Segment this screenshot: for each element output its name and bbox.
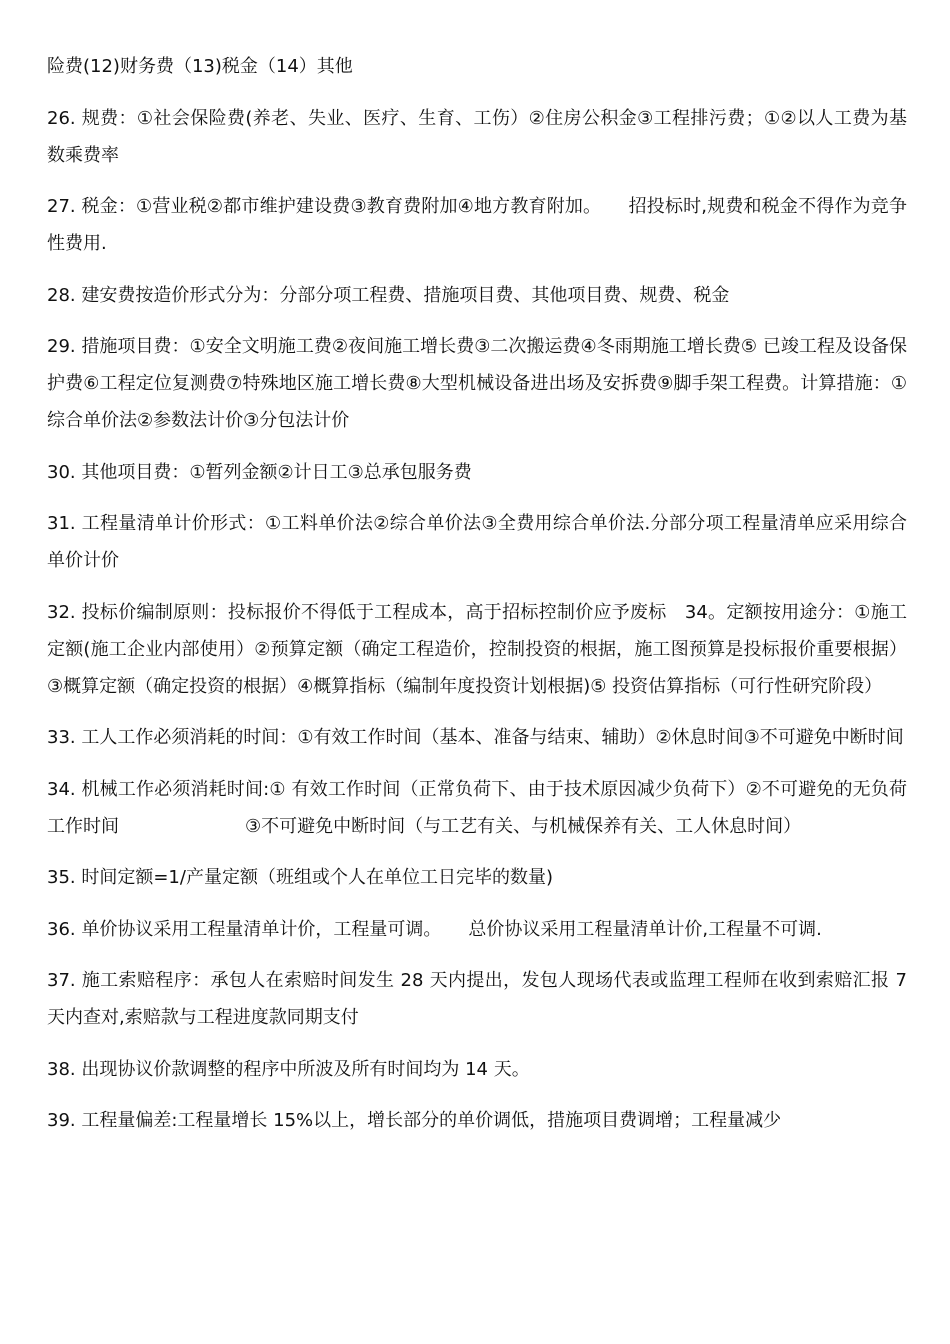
paragraph-26-fees: 26. 规费：①社会保险费(养老、失业、医疗、生育、工伤）②住房公积金③工程排污费；①②以人工费为基数乘费率 xyxy=(47,107,907,166)
paragraph-32-bid-principles: 32. 投标价编制原则：投标报价不得低于工程成本，高于招标控制价应予废标 34。定额按用途分：①施工定额(施工企业内部使用）②预算定额（确定工程造价，控制投资的根据，施工图预算是投标报价重要根据）③概算定额（确定投资的根据）④概算指标（编制年度投资计划根据)⑤ 投资估算指标（可行性研究阶段） xyxy=(47,601,907,697)
paragraph-34-machine-time: 34. 机械工作必须消耗时间:① 有效工作时间（正常负荷下、由于技术原因减少负荷下）②不可避免的无负荷工作时间 ③不可避免中断时间（与工艺有关、与机械保养有关、工人休息时间） xyxy=(47,778,907,837)
paragraph-33-worker-time: 33. 工人工作必须消耗的时间：①有效工作时间（基本、准备与结束、辅助）②休息时间③不可避免中断时间 xyxy=(47,727,904,748)
paragraph-continuation: 险费(12)财务费（13)税金（14）其他 xyxy=(47,56,353,77)
paragraph-29-measure-items: 29. 措施项目费：①安全文明施工费②夜间施工增长费③二次搬运费④冬雨期施工增长费⑤ 已竣工程及设备保护费⑥工程定位复测费⑦特殊地区施工增长费⑧大型机械设备进出场及安拆费⑨脚手架工程费。计算措施：①综合单价法②参数法计价③分包法计价 xyxy=(47,336,907,431)
paragraph-38-adjustment-time: 38. 出现协议价款调整的程序中所波及所有时间均为 14 天。 xyxy=(47,1058,530,1080)
paragraph-39-quantity-deviation: 39. 工程量偏差:工程量增长 15%以上，增长部分的单价调低，措施项目费调增；工程量减少 xyxy=(47,1110,782,1131)
paragraph-28-cost-composition: 28. 建安费按造价形式分为：分部分项工程费、措施项目费、其他项目费、规费、税金 xyxy=(47,284,730,306)
paragraph-31-pricing-forms: 31. 工程量清单计价形式：①工料单价法②综合单价法③全费用综合单价法.分部分项工程量清单应采用综合单价计价 xyxy=(47,513,907,571)
paragraph-37-claim-procedure: 37. 施工索赔程序：承包人在索赔时间发生 28 天内提出，发包人现场代表或监理工程师在收到索赔汇报 7 天内查对,索赔款与工程进度款同期支付 xyxy=(47,970,907,1028)
paragraph-36-contract-types: 36. 单价协议采用工程量清单计价，工程量可调。 总价协议采用工程量清单计价,工程量不可调. xyxy=(47,918,822,940)
paragraph-30-other-items: 30. 其他项目费：①暂列金额②计日工③总承包服务费 xyxy=(47,461,472,483)
paragraph-27-taxes: 27. 税金：①营业税②都市维护建设费③教育费附加④地方教育附加。 招投标时,规费和税金不得作为竞争性费用. xyxy=(47,196,907,254)
paragraph-35-time-quota: 35. 时间定额=1/产量定额（班组或个人在单位工日完毕的数量) xyxy=(47,867,553,888)
document-page xyxy=(47,48,907,1154)
